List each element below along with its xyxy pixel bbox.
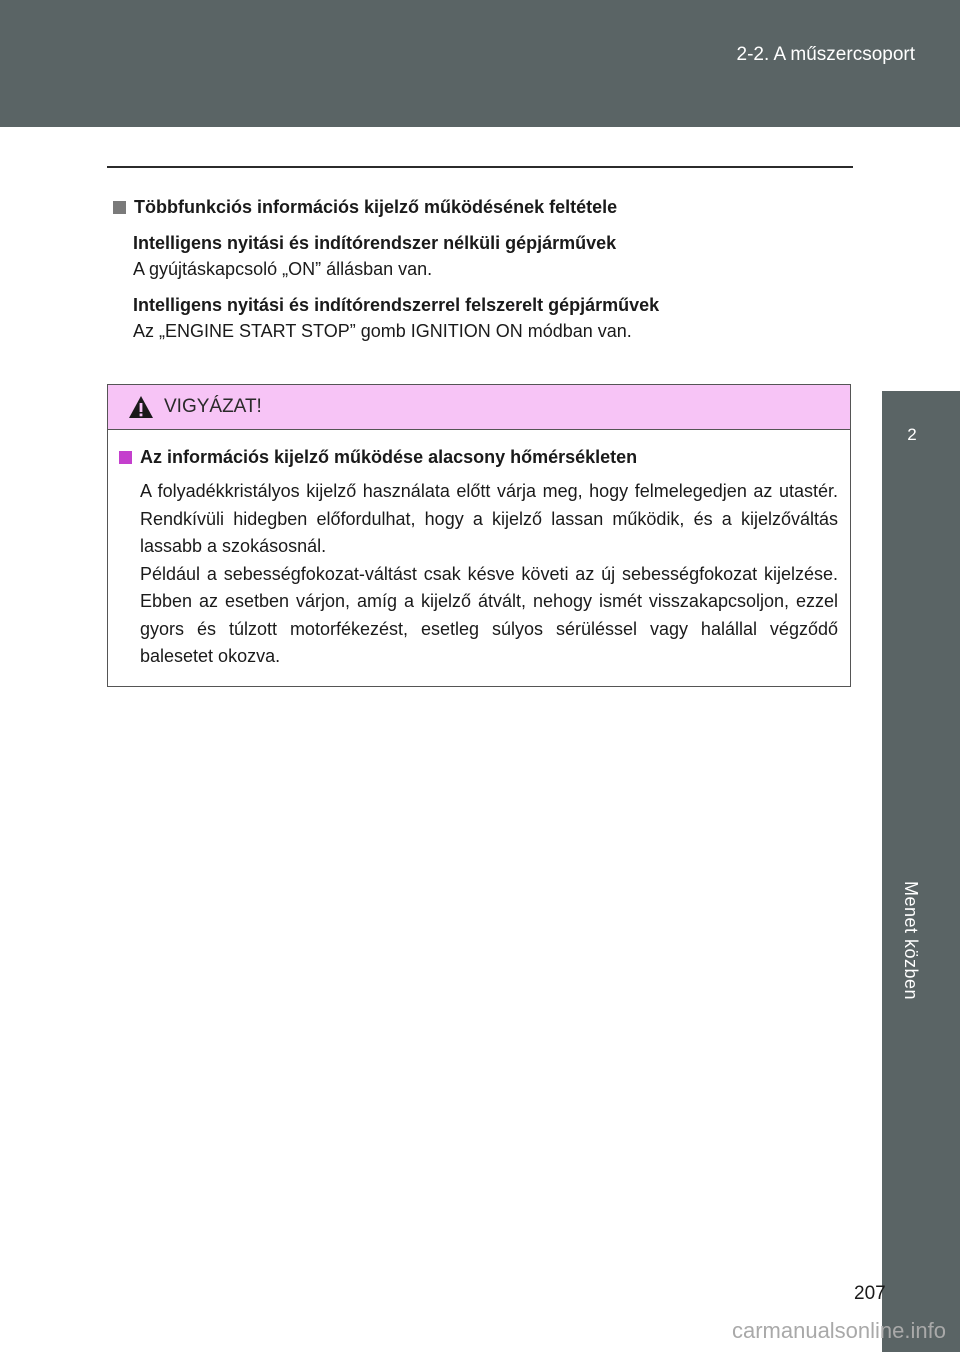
warning-paragraph-1: A folyadékkristályos kijelző használata előtt várja meg, hogy felmelegedjen az utastér. Rendkívüli hidegben előfordulhat, hogy a kijelző lassan működik, és a kijelzőváltás lassabb a szokásosnál.: [140, 481, 838, 556]
warning-body: [108, 430, 850, 671]
warning-label: VIGYÁZAT!: [164, 396, 262, 417]
warning-paragraph-2: Például a sebességfokozat-váltást csak késve követi az új sebességfokozat kijelzése. Ebben az esetben várjon, amíg a kijelző átvált, nehogy ismét visszakapcsoljon, ezzel gyors és túlzott motorfékezést, esetleg súlyos sérüléssel vagy halállal végződő balesetet okozva.: [140, 563, 838, 666]
page-header: [0, 0, 960, 127]
warning-header: [108, 385, 850, 430]
section-title: Többfunkciós információs kijelző működésének feltétele: [134, 197, 618, 217]
warning-subtitle: Az információs kijelző működése alacsony hőmérsékleten: [140, 447, 638, 467]
chapter-tab: [882, 391, 960, 1352]
square-bullet-icon: [119, 451, 132, 464]
chapter-number: 2: [907, 425, 917, 444]
warning-triangle-icon: [128, 395, 154, 419]
chapter-label: Menet közben: [901, 881, 921, 1001]
item-2-text: Az „ENGINE START STOP” gomb IGNITION ON módban van.: [133, 321, 632, 341]
watermark: carmanualsonline.info: [731, 1318, 946, 1343]
header-title: 2-2. A műszercsoport: [736, 44, 915, 65]
item-2-title: Intelligens nyitási és indítórendszerrel felszerelt gépjárművek: [133, 295, 660, 315]
warning-subheading: [119, 444, 838, 470]
condition-section: [113, 194, 853, 344]
item-1-title: Intelligens nyitási és indítórendszer nélküli gépjárművek: [133, 233, 617, 253]
section-heading: [113, 194, 853, 220]
warning-box: [107, 384, 851, 687]
page-number: 207: [854, 1283, 886, 1304]
top-divider: [107, 166, 853, 168]
item-1-text: A gyújtáskapcsoló „ON” állásban van.: [133, 259, 433, 279]
square-bullet-icon: [113, 201, 126, 214]
